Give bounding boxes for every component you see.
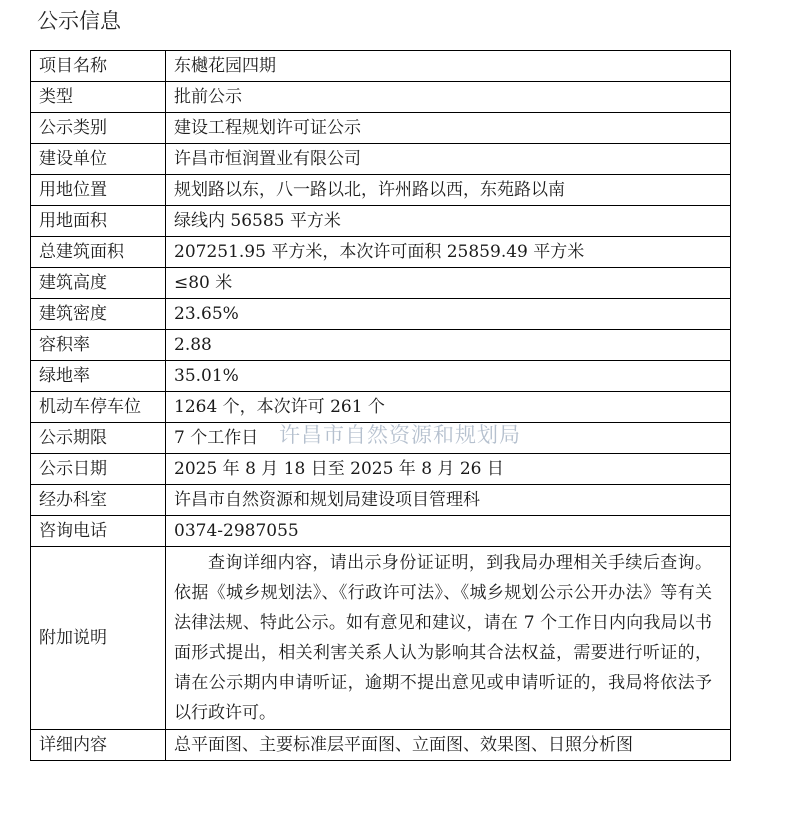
row-label: 详细内容 xyxy=(31,730,166,761)
row-value: 2025 年 8 月 18 日至 2025 年 8 月 26 日 xyxy=(166,454,731,485)
row-label: 项目名称 xyxy=(31,51,166,82)
table-row xyxy=(31,144,731,175)
row-value: 东樾花园四期 xyxy=(166,51,731,82)
info-table xyxy=(30,50,731,761)
table-row xyxy=(31,82,731,113)
row-label: 用地位置 xyxy=(31,175,166,206)
table-row xyxy=(31,51,731,82)
table-row xyxy=(31,516,731,547)
table-row xyxy=(31,547,731,730)
row-label: 咨询电话 xyxy=(31,516,166,547)
row-value: 绿线内 56585 平方米 xyxy=(166,206,731,237)
row-value: 7 个工作日 xyxy=(166,423,731,454)
row-label: 类型 xyxy=(31,82,166,113)
row-label: 机动车停车位 xyxy=(31,392,166,423)
watermark-text: 许昌市自然资源和规划局 xyxy=(279,423,521,447)
row-value: 规划路以东，八一路以北，许州路以西，东苑路以南 xyxy=(166,175,731,206)
row-value: 35.01% xyxy=(166,361,731,392)
table-row xyxy=(31,730,731,761)
row-value: ≤80 米 xyxy=(166,268,731,299)
table-row xyxy=(31,361,731,392)
table-row xyxy=(31,423,731,454)
row-label: 用地面积 xyxy=(31,206,166,237)
row-label: 绿地率 xyxy=(31,361,166,392)
table-row xyxy=(31,113,731,144)
row-value: 207251.95 平方米，本次许可面积 25859.49 平方米 xyxy=(166,237,731,268)
table-row xyxy=(31,206,731,237)
row-label: 建筑高度 xyxy=(31,268,166,299)
row-value: 许昌市恒润置业有限公司 xyxy=(166,144,731,175)
row-value: 总平面图、主要标准层平面图、立面图、效果图、日照分析图 xyxy=(166,730,731,761)
table-row xyxy=(31,237,731,268)
row-label: 附加说明 xyxy=(31,547,166,730)
table-row xyxy=(31,299,731,330)
additional-notes-text: 查询详细内容，请出示身份证证明，到我局办理相关手续后查询。依据《城乡规划法》、《行政许可法》、《城乡规划公示公开办法》等有关法律法规、特此公示。如有意见和建议，请在 7 个工作日内向我局以书面形式提出，相关利害关系人认为影响其合法权益，需要进行听证的，请在公示期内申请听证，逾期不提出意见或申请听证的，我局将依法予以行政许可。 xyxy=(166,547,731,730)
table-row xyxy=(31,392,731,423)
row-label: 公示日期 xyxy=(31,454,166,485)
row-label: 建设单位 xyxy=(31,144,166,175)
row-label: 建筑密度 xyxy=(31,299,166,330)
table-row xyxy=(31,330,731,361)
row-label: 公示类别 xyxy=(31,113,166,144)
row-label: 容积率 xyxy=(31,330,166,361)
table-row xyxy=(31,485,731,516)
row-value: 0374-2987055 xyxy=(166,516,731,547)
row-value: 许昌市自然资源和规划局建设项目管理科 xyxy=(166,485,731,516)
row-value: 建设工程规划许可证公示 xyxy=(166,113,731,144)
table-row xyxy=(31,268,731,299)
page-title: 公示信息 xyxy=(37,9,121,33)
row-label: 经办科室 xyxy=(31,485,166,516)
row-value: 1264 个，本次许可 261 个 xyxy=(166,392,731,423)
row-value: 2.88 xyxy=(166,330,731,361)
row-label: 公示期限 xyxy=(31,423,166,454)
row-label: 总建筑面积 xyxy=(31,237,166,268)
row-value: 批前公示 xyxy=(166,82,731,113)
table-row xyxy=(31,175,731,206)
row-value: 23.65% xyxy=(166,299,731,330)
table-row xyxy=(31,454,731,485)
